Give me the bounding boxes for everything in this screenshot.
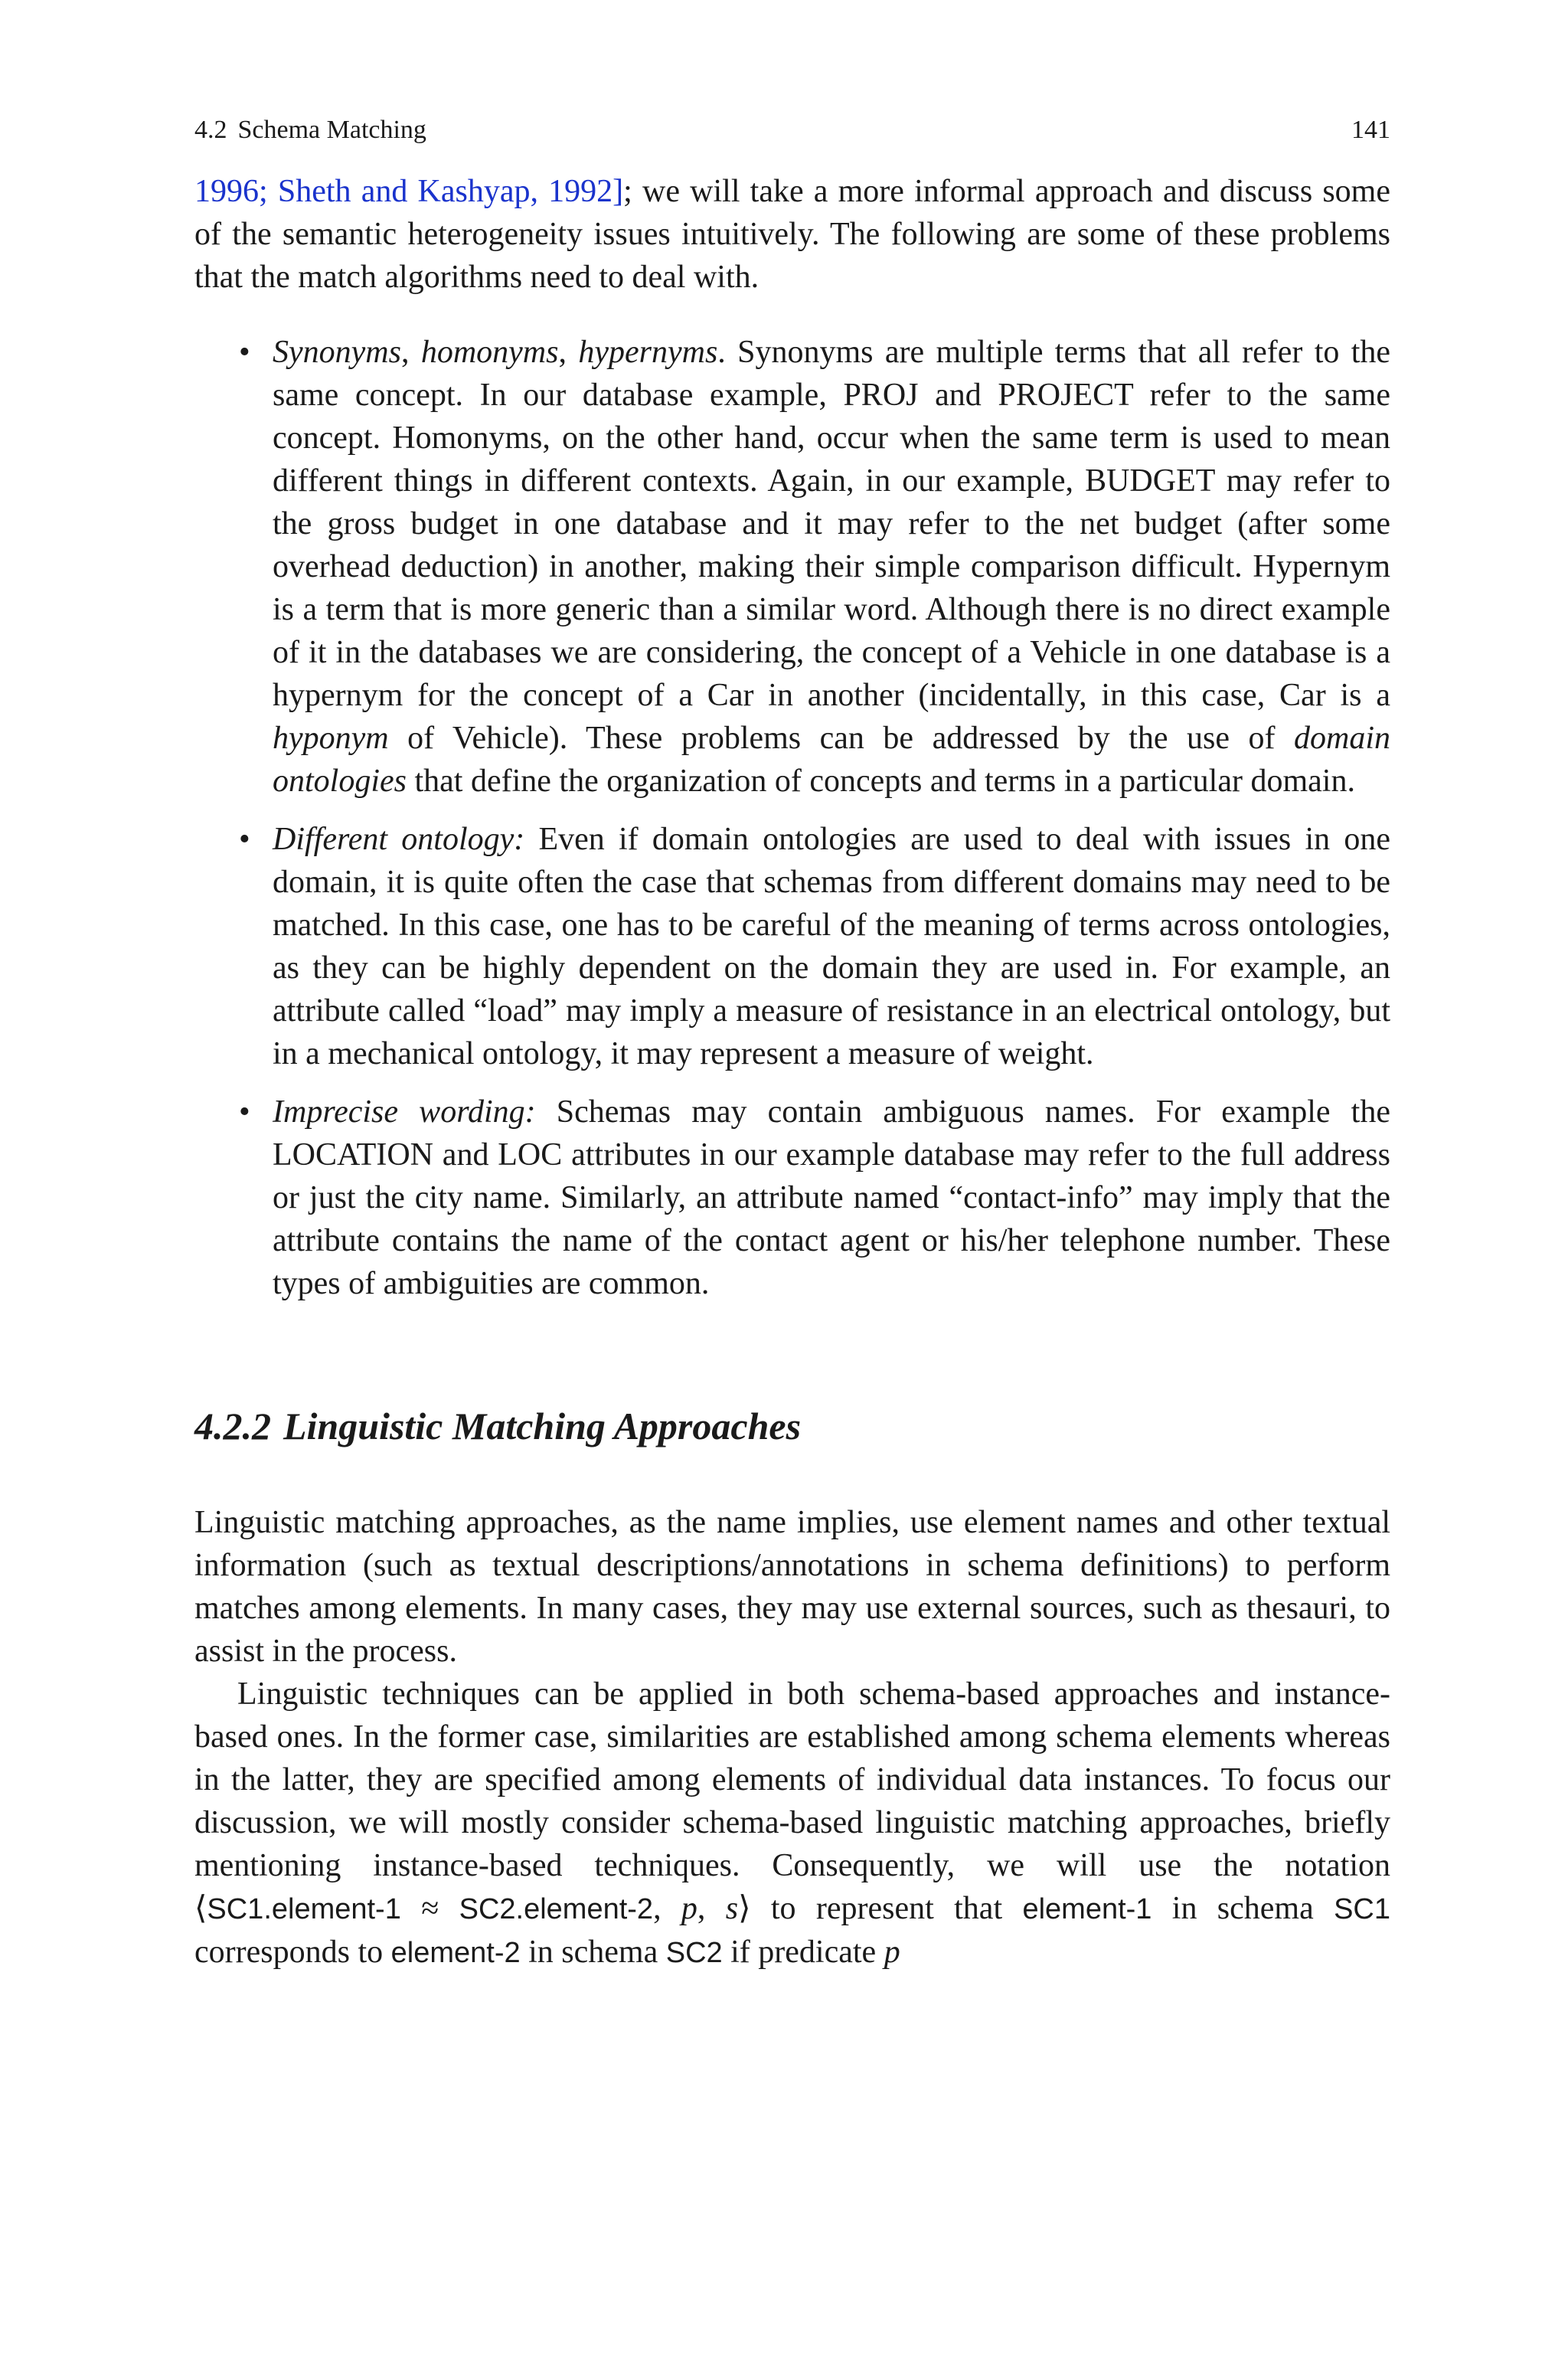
notation-p: p	[681, 1891, 697, 1926]
notation-approx: ≈	[400, 1891, 459, 1926]
code-sc2: SC2	[665, 1937, 723, 1969]
notation-predicate-p: p	[884, 1935, 900, 1970]
body-text: of Vehicle). These problems can be addressed by the use of	[388, 721, 1294, 756]
notation-langle: ⟨	[194, 1891, 207, 1926]
heterogeneity-list	[194, 331, 1390, 1305]
term-domain-ontologies: domain ontologies	[273, 721, 1390, 799]
body-text: Linguistic techniques can be applied in both schema-based approaches and instance-based ones. In the former case, similarities are established among schema elements whereas in the latter, they are specified among elements of individual data instances. To focus our discussion, we will mostly consider schema-based linguistic matching approaches, briefly mentioning instance-based techniques. Consequently, we will use the notation	[194, 1676, 1390, 1883]
body-text: that define the organization of concepts and terms in a particular domain.	[407, 764, 1355, 799]
list-item-text	[273, 1091, 1390, 1305]
code-element-2: element-2	[390, 1937, 521, 1969]
body-text: Schemas may contain ambiguous names. For example the LOCATION and LOC attributes in our example database may refer to the full address or just the city name. Similarly, an attribute named “contact-info” may imply that the attribute contains the name of the contact agent or his/her telephone number. These types of ambiguities are common.	[273, 1094, 1390, 1301]
bullet-icon: •	[239, 1094, 250, 1130]
term-hyponym: hyponym	[273, 721, 389, 756]
separator: ,	[400, 335, 421, 370]
list-item-different-ontology	[194, 818, 1390, 1075]
paragraph-2	[194, 1673, 1390, 1974]
body-text: in schema	[520, 1935, 666, 1970]
bullet-icon: •	[239, 335, 250, 370]
running-head-title	[194, 115, 426, 146]
intro-text: ; we will take a more informal approach and discuss some of the semantic heterogeneity issues intuitively. The following are some of these problems that the match algorithms need to deal with.	[194, 174, 1390, 295]
section-number: 4.2.2	[194, 1405, 271, 1447]
running-head-section-title: Schema Matching	[237, 116, 426, 144]
term-synonyms: Synonyms	[273, 335, 401, 370]
term-homonyms: homonyms	[420, 335, 559, 370]
list-item-text	[273, 818, 1390, 1075]
notation-sc1-element-1: SC1.element-1	[207, 1893, 401, 1925]
body-text: Even if domain ontologies are used to deal with issues in one domain, it is quite often the case that schemas from different domains may need to be matched. In this case, one has to be careful of the meaning of terms across ontologies, as they can be highly dependent on the domain they are used in. For example, an attribute called “load” may imply a measure of resistance in an electrical ontology, but in a mechanical ontology, it may represent a measure of weight.	[273, 822, 1390, 1071]
term-imprecise-wording: Imprecise wording:	[273, 1094, 536, 1130]
body-text: to represent that	[750, 1891, 1023, 1926]
code-element-1: element-1	[1022, 1893, 1152, 1925]
running-head-section-number: 4.2	[194, 116, 227, 144]
notation-s: s	[725, 1891, 739, 1926]
list-item-text	[273, 331, 1390, 803]
page	[194, 115, 1390, 1974]
notation-rangle: ⟩	[738, 1891, 751, 1926]
intro-paragraph	[194, 170, 1390, 299]
section-title: Linguistic Matching Approaches	[283, 1405, 802, 1447]
citation-link[interactable]: 1996; Sheth and Kashyap, 1992]	[194, 174, 624, 209]
list-item-imprecise-wording	[194, 1091, 1390, 1305]
section-heading	[194, 1403, 1390, 1449]
body-text: corresponds to	[194, 1935, 391, 1970]
separator: ,	[697, 1891, 726, 1926]
body-text: . Synonyms are multiple terms that all refer to the same concept. In our database example, PROJ and PROJECT refer to the same concept. Homonyms, on the other hand, occur when the same term is used to mean different things in different contexts. Again, in our example, BUDGET may refer to the gross budget in one database and it may refer to the net budget (after some overhead deduction) in another, making their simple comparison difficult. Hypernym is a term that is more generic than a similar word. Although there is no direct example of it in the databases we are considering, the concept of a Vehicle in one database is a hypernym for the concept of a Car in another (incidentally, in this case, Car is a	[273, 335, 1391, 713]
body-text: if predicate	[722, 1935, 884, 1970]
running-head	[194, 115, 1390, 146]
term-hypernyms: hypernyms	[578, 335, 718, 370]
list-item-synonyms	[194, 331, 1390, 803]
notation-sc2-element-2: SC2.element-2	[459, 1893, 654, 1925]
code-sc1: SC1	[1334, 1893, 1390, 1925]
page-number: 141	[1351, 116, 1390, 144]
term-different-ontology: Different ontology:	[273, 822, 525, 857]
paragraph-1: Linguistic matching approaches, as the name implies, use element names and other textual information (such as textual descriptions/annotations in schema definitions) to perform matches among elements. In many cases, they may use external sources, such as thesauri, to assist in the process.	[194, 1505, 1390, 1669]
separator: ,	[653, 1891, 681, 1926]
body-text: in schema	[1152, 1891, 1334, 1926]
separator: ,	[558, 335, 579, 370]
bullet-icon: •	[239, 822, 250, 857]
